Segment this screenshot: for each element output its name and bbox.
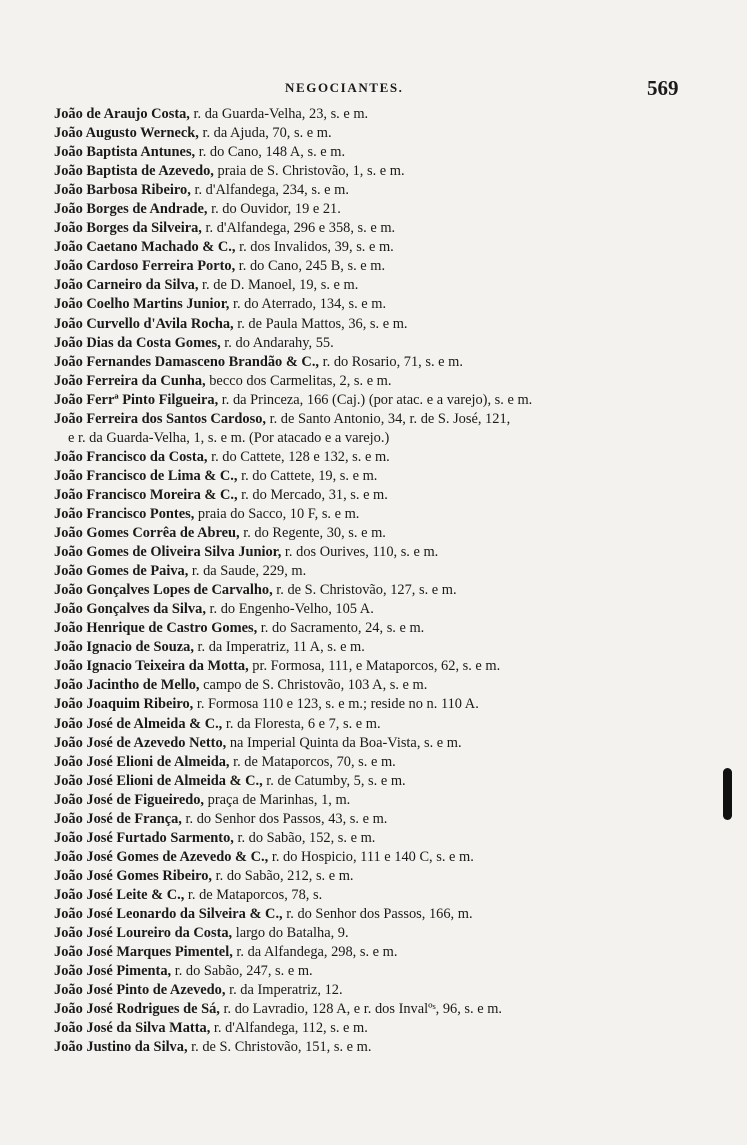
directory-entry xyxy=(54,315,694,334)
directory-entry xyxy=(54,505,694,524)
merchant-name: João José Elioni de Almeida, xyxy=(54,753,230,770)
directory-entry xyxy=(54,867,694,886)
directory-entry xyxy=(54,562,694,581)
merchant-address: r. da Imperatriz, 12. xyxy=(225,982,343,999)
merchant-name: João Baptista de Azevedo, xyxy=(54,163,214,180)
merchant-name: João Francisco Pontes, xyxy=(54,505,195,522)
merchant-address: r. de Catumby, 5, s. e m. xyxy=(262,772,406,789)
merchant-address: r. do Mercado, 31, s. e m. xyxy=(237,486,388,503)
merchant-address: na Imperial Quinta da Boa-Vista, s. e m. xyxy=(226,734,462,751)
merchant-name: João José Gomes de Azevedo & C., xyxy=(54,848,269,865)
merchant-address: r. do Sacramento, 24, s. e m. xyxy=(257,620,425,637)
directory-entry xyxy=(54,791,694,810)
margin-mark xyxy=(723,768,732,820)
merchant-address: r. de Mataporcos, 70, s. e m. xyxy=(229,753,396,770)
merchant-name: João Francisco Moreira & C., xyxy=(54,486,238,503)
merchant-address: becco dos Carmelitas, 2, s. e m. xyxy=(205,372,392,389)
merchant-name: João José Rodrigues de Sá, xyxy=(54,1001,220,1018)
directory-entry xyxy=(54,276,694,295)
merchant-name: João Francisco de Lima & C., xyxy=(54,467,238,484)
merchant-name: João Curvello d'Avila Rocha, xyxy=(54,315,234,332)
merchant-address: r. de D. Manoel, 19, s. e m. xyxy=(198,277,359,294)
merchant-name: João Ignacio de Souza, xyxy=(54,639,194,656)
page-number: 569 xyxy=(647,76,679,100)
directory-entry xyxy=(54,448,694,467)
directory-entry xyxy=(54,905,694,924)
merchant-address: r. da Guarda-Velha, 23, s. e m. xyxy=(189,106,369,122)
directory-entry xyxy=(54,124,694,143)
directory-entry xyxy=(54,810,694,829)
directory-entry xyxy=(54,200,694,219)
merchant-name: João Ferreira dos Santos Cardoso, xyxy=(54,410,266,427)
merchant-address: r. do Cattete, 19, s. e m. xyxy=(237,467,378,484)
merchant-address: r. do Sabão, 212, s. e m. xyxy=(212,867,354,884)
directory-entry xyxy=(54,715,694,734)
merchant-address: r. da Imperatriz, 11 A, s. e m. xyxy=(193,639,365,656)
merchant-name: João Cardoso Ferreira Porto, xyxy=(54,258,236,275)
merchant-address: praça de Marinhas, 1, m. xyxy=(204,791,351,808)
directory-entry xyxy=(54,181,694,200)
directory-entry xyxy=(54,829,694,848)
directory-entry xyxy=(54,391,694,410)
merchant-name: João Borges da Silveira, xyxy=(54,220,202,237)
merchant-name: João Baptista Antunes, xyxy=(54,144,196,161)
merchant-address: r. do Regente, 30, s. e m. xyxy=(239,525,386,542)
merchant-address: r. do Sabão, 152, s. e m. xyxy=(233,829,376,846)
directory-entry xyxy=(54,981,694,1000)
directory-entry xyxy=(54,486,694,505)
directory-entry xyxy=(54,295,694,314)
directory-entry xyxy=(54,1038,694,1057)
merchant-address: r. d'Alfandega, 296 e 358, s. e m. xyxy=(201,220,396,237)
directory-entry xyxy=(54,962,694,981)
merchant-name: João Henrique de Castro Gomes, xyxy=(54,620,258,637)
directory-entry xyxy=(54,238,694,257)
directory-entry xyxy=(54,467,694,486)
merchant-address: r. d'Alfandega, 112, s. e m. xyxy=(210,1020,368,1037)
merchant-address: r. de Paula Mattos, 36, s. e m. xyxy=(233,315,408,332)
merchant-address: r. da Saude, 229, m. xyxy=(188,563,307,580)
merchant-address: e r. da Guarda-Velha, 1, s. e m. (Por atacado e a varejo.) xyxy=(68,429,390,446)
directory-entry xyxy=(54,886,694,905)
directory-entry xyxy=(54,334,694,353)
directory-entry xyxy=(54,581,694,600)
merchant-address: r. de Mataporcos, 78, s. xyxy=(184,886,323,903)
directory-entry xyxy=(54,848,694,867)
merchant-name: João de Araujo Costa, xyxy=(54,106,190,122)
merchant-address: r. de Santo Antonio, 34, r. de S. José, 121, xyxy=(266,410,511,427)
merchant-name: João Borges de Andrade, xyxy=(54,201,208,218)
merchant-name: João Caetano Machado & C., xyxy=(54,239,236,256)
merchant-address: r. do Rosario, 71, s. e m. xyxy=(319,353,463,370)
merchant-address: r. de S. Christovão, 151, s. e m. xyxy=(187,1039,372,1056)
merchant-address: praia do Sacco, 10 F, s. e m. xyxy=(194,505,360,522)
merchant-address: r. do Cano, 245 B, s. e m. xyxy=(235,258,386,275)
merchant-name: João Justino da Silva, xyxy=(54,1039,188,1056)
merchant-name: João José Pinto de Azevedo, xyxy=(54,982,226,999)
merchant-name: João José de Figueiredo, xyxy=(54,791,205,808)
page-title: NEGOCIANTES. xyxy=(285,80,404,95)
directory-entry xyxy=(54,543,694,562)
directory-entry xyxy=(54,257,694,276)
merchant-name: João José Pimenta, xyxy=(54,963,172,980)
directory-list xyxy=(54,105,694,1057)
merchant-name: João Gomes Corrêa de Abreu, xyxy=(54,525,240,542)
directory-entry xyxy=(54,924,694,943)
merchant-name: João Coelho Martins Junior, xyxy=(54,296,230,313)
merchant-address: r. da Ajuda, 70, s. e m. xyxy=(198,125,332,142)
merchant-address: r. do Lavradio, 128 A, e r. dos Invalºˢ, 96, s. e m. xyxy=(219,1001,503,1018)
merchant-address: pr. Formosa, 111, e Mataporcos, 62, s. e m. xyxy=(248,658,501,675)
merchant-name: João Joaquim Ribeiro, xyxy=(54,696,194,713)
directory-entry xyxy=(54,638,694,657)
merchant-address: r. do Engenho-Velho, 105 A. xyxy=(205,601,374,618)
merchant-name: João Gonçalves da Silva, xyxy=(54,601,206,618)
merchant-address: r. da Floresta, 6 e 7, s. e m. xyxy=(222,715,381,732)
directory-entry xyxy=(54,1000,694,1019)
directory-entry xyxy=(54,753,694,772)
merchant-address: r. do Ouvidor, 19 e 21. xyxy=(207,201,341,218)
merchant-name: João José Elioni de Almeida & C., xyxy=(54,772,263,789)
directory-entry xyxy=(54,162,694,181)
merchant-address: r. do Hospicio, 111 e 140 C, s. e m. xyxy=(268,848,474,865)
directory-entry xyxy=(54,524,694,543)
merchant-name: João Ferreira da Cunha, xyxy=(54,372,206,389)
directory-entry xyxy=(54,410,694,429)
merchant-address: r. Formosa 110 e 123, s. e m.; reside no n. 110 A. xyxy=(193,696,479,713)
merchant-name: João Barbosa Ribeiro, xyxy=(54,182,191,199)
directory-entry xyxy=(54,772,694,791)
merchant-address: r. dos Ourives, 110, s. e m. xyxy=(281,544,439,561)
merchant-address: r. do Cattete, 128 e 132, s. e m. xyxy=(207,448,390,465)
directory-entry xyxy=(54,105,694,124)
merchant-name: João Augusto Werneck, xyxy=(54,125,199,142)
directory-entry xyxy=(54,219,694,238)
directory-entry xyxy=(54,372,694,391)
directory-entry xyxy=(54,657,694,676)
merchant-name: João Jacintho de Mello, xyxy=(54,677,200,694)
directory-entry xyxy=(54,619,694,638)
merchant-address: praia de S. Christovão, 1, s. e m. xyxy=(213,163,405,180)
merchant-name: João José da Silva Matta, xyxy=(54,1020,211,1037)
merchant-name: João Gonçalves Lopes de Carvalho, xyxy=(54,582,273,599)
merchant-address: r. da Princeza, 166 (Caj.) (por atac. e a varejo), s. e m. xyxy=(218,391,533,408)
merchant-name: João Francisco da Costa, xyxy=(54,448,208,465)
merchant-address: r. do Senhor dos Passos, 43, s. e m. xyxy=(181,810,388,827)
merchant-address: r. dos Invalidos, 39, s. e m. xyxy=(235,239,394,256)
merchant-name: João José de França, xyxy=(54,810,182,827)
directory-entry xyxy=(54,429,694,448)
merchant-address: campo de S. Christovão, 103 A, s. e m. xyxy=(199,677,428,694)
merchant-name: João Gomes de Paiva, xyxy=(54,563,189,580)
page-header xyxy=(0,76,747,104)
merchant-name: João José de Azevedo Netto, xyxy=(54,734,227,751)
directory-entry xyxy=(54,353,694,372)
merchant-name: João Carneiro da Silva, xyxy=(54,277,199,294)
merchant-address: r. d'Alfandega, 234, s. e m. xyxy=(190,182,349,199)
merchant-name: João José Marques Pimentel, xyxy=(54,944,233,961)
merchant-name: João José Leonardo da Silveira & C., xyxy=(54,905,283,922)
directory-entry xyxy=(54,943,694,962)
merchant-address: r. do Sabão, 247, s. e m. xyxy=(171,963,313,980)
merchant-address: r. da Alfandega, 298, s. e m. xyxy=(232,944,398,961)
directory-entry xyxy=(54,1019,694,1038)
merchant-name: João Ferrª Pinto Filgueira, xyxy=(54,391,219,408)
directory-entry xyxy=(54,143,694,162)
merchant-address: r. do Aterrado, 134, s. e m. xyxy=(229,296,387,313)
merchant-address: largo do Batalha, 9. xyxy=(232,925,349,942)
merchant-address: r. do Andarahy, 55. xyxy=(220,334,334,351)
directory-entry xyxy=(54,695,694,714)
directory-entry xyxy=(54,600,694,619)
merchant-name: João José de Almeida & C., xyxy=(54,715,223,732)
merchant-name: João José Loureiro da Costa, xyxy=(54,925,233,942)
merchant-address: r. de S. Christovão, 127, s. e m. xyxy=(272,582,457,599)
merchant-name: João José Leite & C., xyxy=(54,886,185,903)
merchant-name: João Ignacio Teixeira da Motta, xyxy=(54,658,249,675)
merchant-name: João Fernandes Damasceno Brandão & C., xyxy=(54,353,320,370)
merchant-address: r. do Cano, 148 A, s. e m. xyxy=(195,144,346,161)
directory-entry xyxy=(54,676,694,695)
merchant-address: r. do Senhor dos Passos, 166, m. xyxy=(282,905,473,922)
directory-entry xyxy=(54,734,694,753)
merchant-name: João Gomes de Oliveira Silva Junior, xyxy=(54,544,282,561)
merchant-name: João José Furtado Sarmento, xyxy=(54,829,234,846)
merchant-name: João José Gomes Ribeiro, xyxy=(54,867,213,884)
merchant-name: João Dias da Costa Gomes, xyxy=(54,334,221,351)
